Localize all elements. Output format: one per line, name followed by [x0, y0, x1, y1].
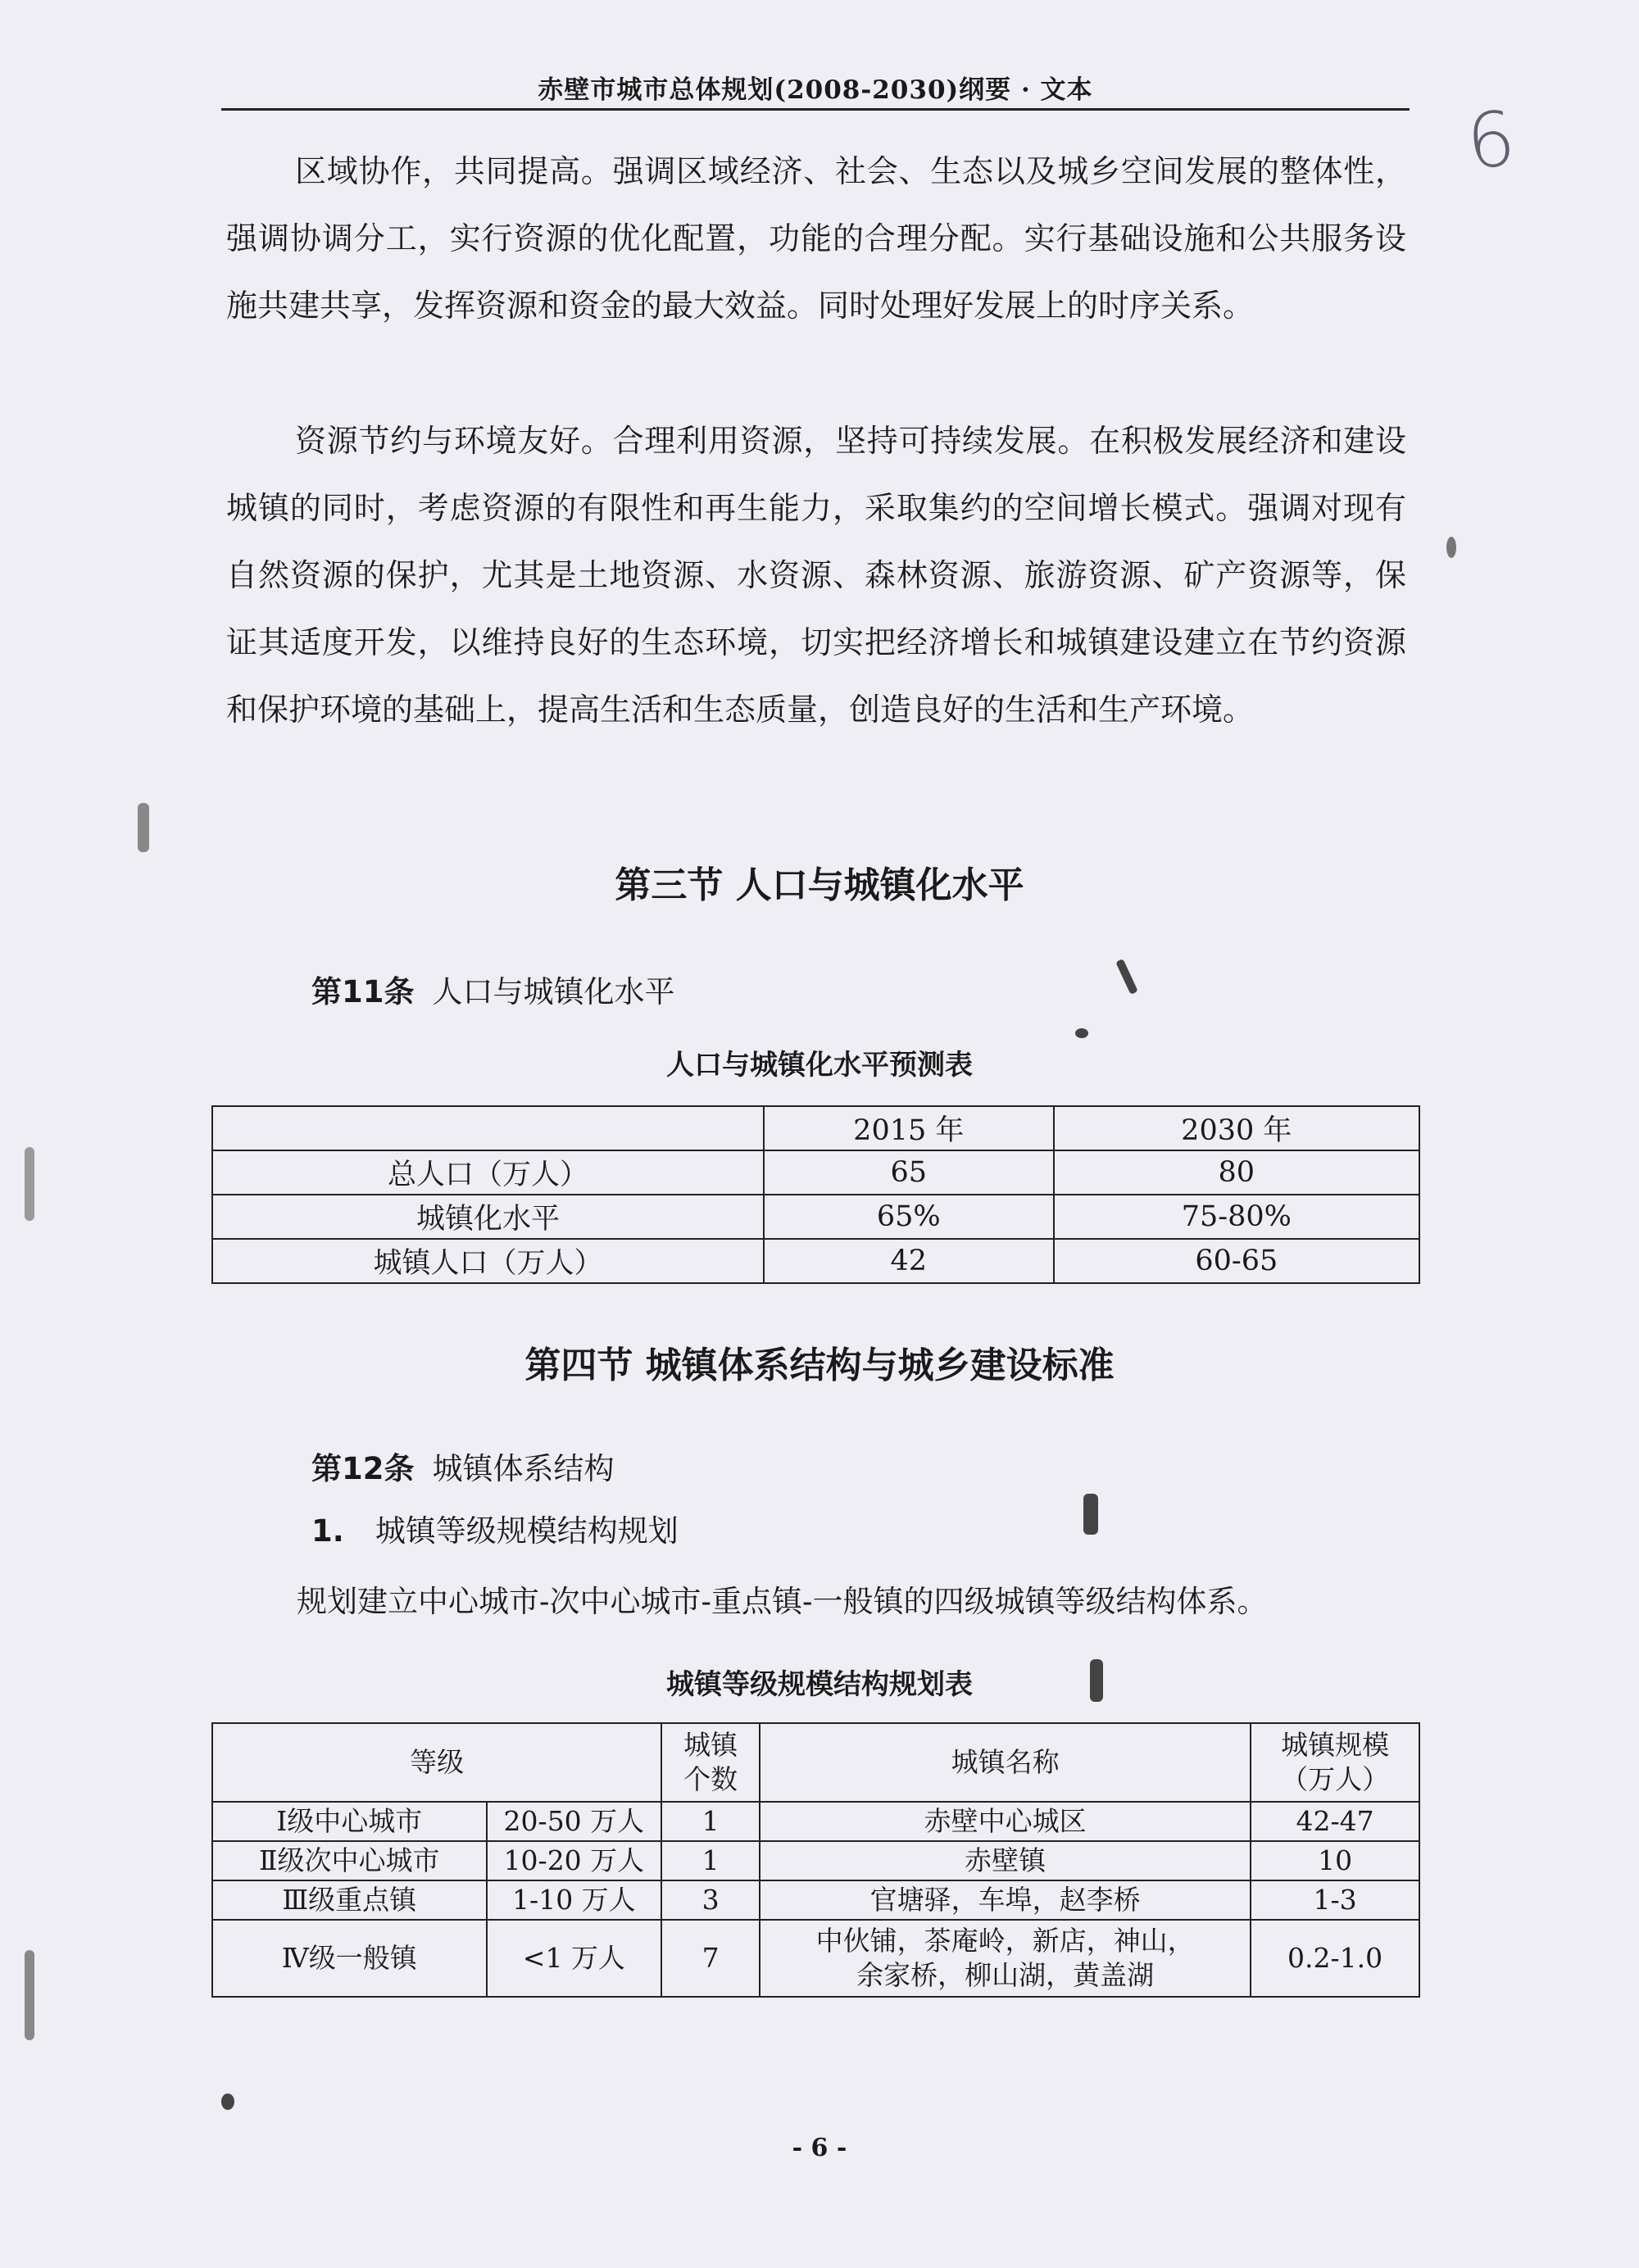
table-header-cell: [212, 1106, 764, 1150]
table-header-row: [212, 1723, 1419, 1802]
table-cell: <1 万人: [487, 1920, 662, 1997]
scan-speck: [1075, 1028, 1088, 1038]
header-rule: [221, 108, 1410, 111]
table-cell: 赤壁镇: [760, 1841, 1251, 1880]
table-cell: 赤壁中心城区: [760, 1802, 1251, 1841]
handwritten-page-mark: 6: [1462, 94, 1519, 187]
table-row: [212, 1802, 1419, 1841]
table-cell: 80: [1054, 1150, 1419, 1195]
population-table: [211, 1105, 1420, 1284]
table-row: [212, 1841, 1419, 1880]
town-grade-table: [211, 1722, 1420, 1998]
header-scale: 城镇规模 （万人）: [1251, 1723, 1419, 1802]
table-cell: 42-47: [1251, 1802, 1419, 1841]
scan-speck: [1090, 1659, 1103, 1702]
running-header: 赤壁市城市总体规划(2008-2030)纲要 · 文本: [538, 75, 1093, 105]
table-row: [212, 1920, 1419, 1997]
scan-speck: [1446, 537, 1456, 558]
table-cell: 城镇人口（万人）: [212, 1239, 764, 1283]
header-names: 城镇名称: [760, 1723, 1251, 1802]
table-cell: 1: [661, 1802, 760, 1841]
table-cell: 总人口（万人）: [212, 1150, 764, 1195]
scan-speck: [1115, 959, 1138, 995]
town-grade-table-title: 城镇等级规模结构规划表: [666, 1668, 973, 1701]
article-title: 城镇体系结构: [432, 1451, 615, 1486]
table-cell: 0.2-1.0: [1251, 1920, 1419, 1997]
table-cell: 城镇化水平: [212, 1195, 764, 1239]
table-cell: 3: [661, 1880, 760, 1920]
paragraph-regional-cooperation: 区域协作，共同提高。强调区域经济、社会、生态以及城乡空间发展的整体性，强调协调分工，实行资源的优化配置，功能的合理分配。实行基础设施和公共服务设施共建共享，发挥资源和资金的最大效益。同时处理好发展上的时序关系。: [226, 153, 1406, 324]
table-cell: 中伙铺，茶庵岭，新店，神山， 余家桥，柳山湖，黄盖湖: [760, 1920, 1251, 1997]
header-count: 城镇 个数: [661, 1723, 760, 1802]
scan-speck: [1083, 1494, 1098, 1535]
table-header-cell: 2030 年: [1054, 1106, 1419, 1150]
sub-item-title: 城镇等级规模结构规划: [375, 1513, 679, 1549]
table-cell: 10: [1251, 1841, 1419, 1880]
table-row: [212, 1195, 1419, 1239]
table-row: [212, 1150, 1419, 1195]
table-cell: 60-65: [1054, 1239, 1419, 1283]
scan-speck: [25, 1147, 34, 1221]
table-cell: 65%: [764, 1195, 1054, 1239]
table-cell: Ⅳ级一般镇: [212, 1920, 487, 1997]
table-cell: 1-10 万人: [487, 1880, 662, 1920]
table-row: [212, 1239, 1419, 1283]
table-cell: 1-3: [1251, 1880, 1419, 1920]
scan-speck: [138, 803, 149, 852]
page-number: - 6 -: [792, 2134, 847, 2162]
table-cell: Ⅰ级中心城市: [212, 1802, 487, 1841]
plan-sentence: 规划建立中心城市-次中心城市-重点镇-一般镇的四级城镇等级结构体系。: [297, 1584, 1268, 1619]
table-header-cell: 2015 年: [764, 1106, 1054, 1150]
sub-item-number: 1.: [311, 1513, 344, 1549]
article-11: [311, 967, 675, 1011]
paragraph-resource-saving: 资源节约与环境友好。合理利用资源，坚持可持续发展。在积极发展经济和建设城镇的同时，考虑资源的有限性和再生能力，采取集约的空间增长模式。强调对现有自然资源的保护，尤其是土地资源、水资源、森林资源、旅游资源、矿产资源等，保证其适度开发，以维持良好的生态环境，切实把经济增长和城镇建设建立在节约资源和保护环境的基础上，提高生活和生态质量，创造良好的生活和生产环境。: [226, 423, 1406, 728]
table-cell: 75-80%: [1054, 1195, 1419, 1239]
sub-item-1: [311, 1506, 679, 1550]
table-cell: 7: [661, 1920, 760, 1997]
article-12: [311, 1444, 615, 1488]
section-title-4: 第四节 城镇体系结构与城乡建设标准: [524, 1345, 1115, 1386]
article-number: 第11条: [311, 974, 415, 1009]
table-row: [212, 1880, 1419, 1920]
article-title: 人口与城镇化水平: [432, 974, 675, 1009]
table-cell: 1: [661, 1841, 760, 1880]
population-table-title: 人口与城镇化水平预测表: [666, 1049, 973, 1082]
table-cell: Ⅱ级次中心城市: [212, 1841, 487, 1880]
section-title-3: 第三节 人口与城镇化水平: [615, 864, 1024, 906]
table-cell: 官塘驿，车埠，赵李桥: [760, 1880, 1251, 1920]
table-cell: 42: [764, 1239, 1054, 1283]
scan-speck: [221, 2093, 234, 2110]
table-cell: 20-50 万人: [487, 1802, 662, 1841]
table-cell: 65: [764, 1150, 1054, 1195]
scan-speck: [25, 1950, 34, 2040]
article-number: 第12条: [311, 1451, 415, 1486]
header-grade: 等级: [212, 1723, 661, 1802]
table-header-row: [212, 1106, 1419, 1150]
table-cell: Ⅲ级重点镇: [212, 1880, 487, 1920]
table-cell: 10-20 万人: [487, 1841, 662, 1880]
